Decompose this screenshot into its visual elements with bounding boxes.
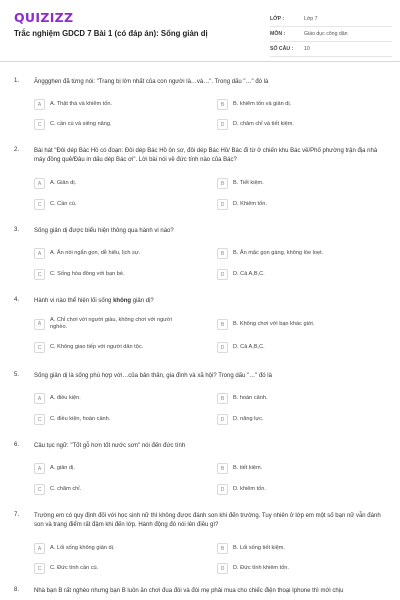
option-letter: A [34,319,45,330]
option-letter: D [217,119,228,130]
meta-value: Lớp 7 [304,16,318,22]
meta-key: LỚP : [270,16,285,22]
option-text: A. Lối sống không giản dị. [50,544,115,551]
option-letter: D [217,269,228,280]
option-text: A. giản dị. [50,464,75,471]
option-b[interactable] [217,317,387,332]
option-text: C. chăm chỉ. [50,485,82,492]
option-text: A. Chỉ chơi với người giàu, không chơi với người nghèo. [50,316,172,330]
option-b[interactable] [217,246,387,261]
option-letter: C [34,199,45,210]
question-number: 2. [14,147,20,153]
question-text: Câu tục ngữ: "Tốt gỗ hơn tốt nước sơn" nói đến đức tính [34,443,186,449]
option-text: C. Đức tính cần cù. [50,564,99,571]
meta-key: MÔN : [270,31,286,37]
option-c[interactable] [34,197,204,212]
option-d[interactable] [217,197,387,212]
option-b[interactable] [217,176,387,191]
option-c[interactable] [34,482,204,497]
option-text: B. Không chơi với bạn khác giới. [233,320,315,327]
option-text: B. Ăn mặc gọn gàng, không lòe loẹt. [233,249,324,256]
question-number: 4. [14,297,20,303]
option-a[interactable] [34,97,204,112]
option-c[interactable] [34,561,204,576]
meta-key: SỐ CÂU : [270,46,294,52]
option-b[interactable] [217,97,387,112]
option-text: A. điều kiện. [50,394,81,401]
option-letter: D [217,563,228,574]
option-b[interactable] [217,391,387,406]
option-letter: A [34,248,45,259]
question-number: 6. [14,442,20,448]
option-d[interactable] [217,340,387,355]
option-letter: C [34,414,45,425]
option-d[interactable] [217,267,387,282]
question-text [34,297,386,306]
option-a[interactable] [34,313,204,335]
option-letter: B [217,463,228,474]
option-letter: A [34,99,45,110]
option-c[interactable] [34,412,204,427]
option-a[interactable] [34,246,204,261]
option-text: D. Khiêm tốn. [233,200,267,207]
option-text: C. điều kiện, hoàn cảnh. [50,415,111,422]
question-text: Sống giản dị là sống phù hợp với…của bản thân, gia đình và xã hội? Trong dấu "…" đó là [34,373,272,379]
option-letter: B [217,319,228,330]
question-text-part: giản dị? [131,298,154,304]
meta-row-subject [270,27,392,42]
option-d[interactable] [217,561,387,576]
option-letter: C [34,119,45,130]
meta-value: Giáo dục công dân [304,31,348,37]
option-letter: B [217,178,228,189]
option-a[interactable] [34,176,204,191]
option-text: D. năng lực. [233,415,264,422]
option-text: B. khiêm tốn và giản dị. [233,100,292,107]
question-text: Sống giản dị được biểu hiện thông qua hành vi nào? [34,228,174,234]
option-letter: C [34,563,45,574]
option-letter: C [34,342,45,353]
meta-value: 10 [304,46,310,52]
option-text: D. khiêm tốn. [233,485,266,492]
option-text: D. Cả A,B,C. [233,343,265,350]
option-c[interactable] [34,267,204,282]
meta-row-class [270,12,392,27]
option-a[interactable] [34,461,204,476]
option-text: B. Lối sống tiết kiệm. [233,544,285,551]
option-letter: A [34,543,45,554]
option-text: B. tiết kiệm. [233,464,263,471]
option-d[interactable] [217,482,387,497]
option-b[interactable] [217,541,387,556]
option-letter: D [217,414,228,425]
option-text: A. Ăn nói ngắn gọn, dễ hiểu, lịch sự. [50,249,141,256]
meta-row-count [270,42,392,57]
option-c[interactable] [34,117,204,132]
question-number: 5. [14,372,20,378]
question-text: Ănggghen đã từng nói: "Trang bị lớn nhất của con người là…và…". Trong dấu "…" đó là [34,79,269,85]
option-text: C. cần cù và siêng năng. [50,120,112,127]
quizizz-logo: QUIZIZZ [14,10,74,25]
option-text: B. hoàn cảnh. [233,394,268,401]
question-text: Trường em có quy định đối với học sinh nữ thì không được đánh son khi đến trường. Tuy nhiên ở lớp em một số bạn nữ vẫn đánh son và trang điểm rất đậm khi đến lớp. Hành động đó nói lên điều gì? [34,513,381,528]
option-letter: B [217,248,228,259]
question-number: 7. [14,512,20,518]
option-letter: B [217,99,228,110]
question-number: 8. [14,587,20,593]
option-letter: D [217,342,228,353]
option-text: D. Đức tính khiêm tốn. [233,564,289,571]
question-text: Nhà bạn B rất nghèo nhưng bạn B luôn ăn chơi đua đòi và đòi mẹ phải mua cho chiếc điện thoại Iphone thì mới chịu [34,588,344,594]
option-letter: A [34,463,45,474]
option-letter: D [217,484,228,495]
option-c[interactable] [34,340,204,355]
option-text: C. Sống hòa đồng với bạn bè. [50,270,125,277]
option-text: A. Thật thà và khiêm tốn. [50,100,113,107]
option-b[interactable] [217,461,387,476]
option-letter: B [217,543,228,554]
option-letter: D [217,199,228,210]
worksheet-meta [270,12,392,57]
option-d[interactable] [217,117,387,132]
question-text-part: Hành vi nào thể hiện lối sống [34,298,114,304]
option-text: D. Cả A,B,C. [233,270,265,277]
option-letter: B [217,393,228,404]
option-letter: C [34,484,45,495]
option-a[interactable] [34,541,204,556]
question-emphasis: không [113,298,132,304]
page-title: Trắc nghiệm GDCD 7 Bài 1 (có đáp án): Sống giản dị [14,29,208,38]
question-number: 1. [14,78,20,84]
option-text: D. chăm chỉ và tiết kiệm. [233,120,294,127]
option-text: B. Tiết kiệm. [233,179,264,186]
question-number: 3. [14,227,20,233]
worksheet-header [0,0,400,62]
question-text: Bài hát "Đôi dép Bác Hồ có đoạn: Đôi dép Bác Hồ ôn sơ, đôi dép Bác Hồ/ Bác đi từ ở chiến khu Bác về/Phố phường trận địa nhà máy đồng quê/Đâu in dấu dép Bác ơi". Lời bài nói về đức tính nào của Bác? [34,148,378,163]
option-letter: C [34,269,45,280]
option-letter: A [34,178,45,189]
option-text: C. Cần cù. [50,200,77,207]
option-a[interactable] [34,391,204,406]
option-text: C. Không giao tiếp với người dân tộc. [50,343,144,350]
option-text: A. Giản dị. [50,179,77,186]
option-d[interactable] [217,412,387,427]
option-letter: A [34,393,45,404]
